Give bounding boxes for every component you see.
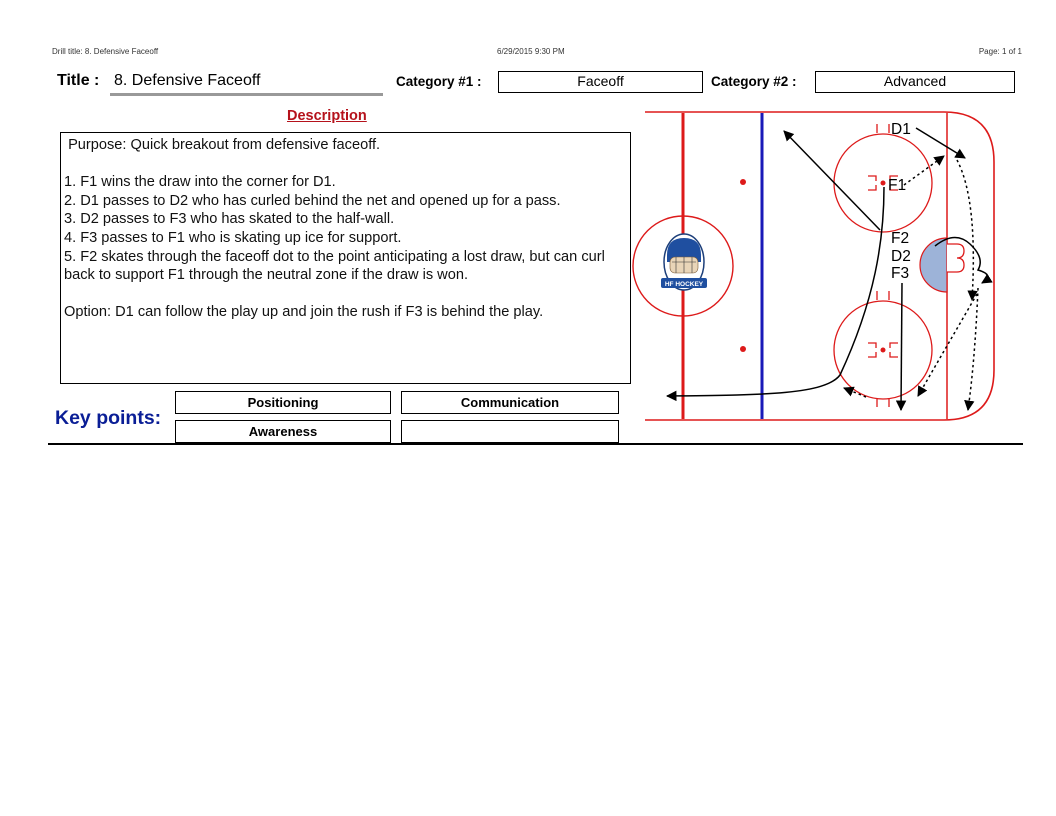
description-line: 2. D1 passes to D2 who has curled behind the net and opened up for a pass.: [64, 192, 561, 209]
description-heading: Description: [287, 108, 367, 124]
description-line: Purpose: Quick breakout from defensive faceoff.: [64, 137, 381, 153]
goal-crease: [920, 238, 947, 292]
f2-skate-path: [784, 131, 880, 230]
f3-skate-path: [901, 283, 902, 410]
pass-f1-to-corner: [904, 156, 944, 185]
description-line: 4. F3 passes to F1 who is skating up ice for support.: [64, 229, 402, 246]
category1-value: Faceoff: [498, 71, 703, 93]
drill-title-header: Drill title: 8. Defensive Faceoff: [52, 47, 159, 56]
faceoff-dot-bottom: [881, 348, 886, 353]
logo-text: HF HOCKEY: [664, 281, 704, 288]
player-label-f3: F3: [891, 265, 910, 282]
goal-net: [947, 244, 964, 272]
key-point-communication: Communication: [401, 391, 619, 414]
player-label-f1: F1: [888, 177, 907, 194]
faceoff-dot-top: [881, 181, 886, 186]
pass-d2-to-f3: [968, 288, 978, 410]
category2-label: Category #2 :: [711, 74, 797, 89]
player-label-f2: F2: [891, 230, 910, 247]
description-line: Option: D1 can follow the play up and join the rush if F3 is behind the play.: [64, 304, 544, 321]
title-value: 8. Defensive Faceoff: [110, 72, 383, 96]
category1-label: Category #1 :: [396, 74, 482, 89]
player-label-d1: D1: [891, 121, 911, 138]
neutral-dot-bottom: [740, 346, 746, 352]
page-number: Page: 1 of 1: [978, 47, 1022, 56]
key-points-label: Key points:: [55, 407, 162, 429]
d1-skate-path: [916, 128, 965, 158]
description-line: 1. F1 wins the draw into the corner for D1.: [64, 174, 336, 191]
neutral-dot-top: [740, 179, 746, 185]
pass-d1-to-d2: [957, 160, 973, 300]
title-label: Title :: [57, 72, 100, 89]
date-header: 6/29/2015 9:30 PM: [497, 47, 565, 56]
category2-value: Advanced: [815, 71, 1015, 93]
description-line: 3. D2 passes to F3 who has skated to the half-wall.: [64, 211, 395, 228]
hf-hockey-logo: [661, 234, 707, 290]
key-point-awareness: Awareness: [175, 420, 391, 443]
pass-short-bottom: [844, 388, 866, 397]
player-label-d2: D2: [891, 248, 911, 265]
key-point-positioning: Positioning: [175, 391, 391, 414]
description-line: 5. F2 skates through the faceoff dot to the point anticipating a lost draw, but can curl back to support F1 through the neutral zone if the draw is won.: [64, 248, 609, 284]
